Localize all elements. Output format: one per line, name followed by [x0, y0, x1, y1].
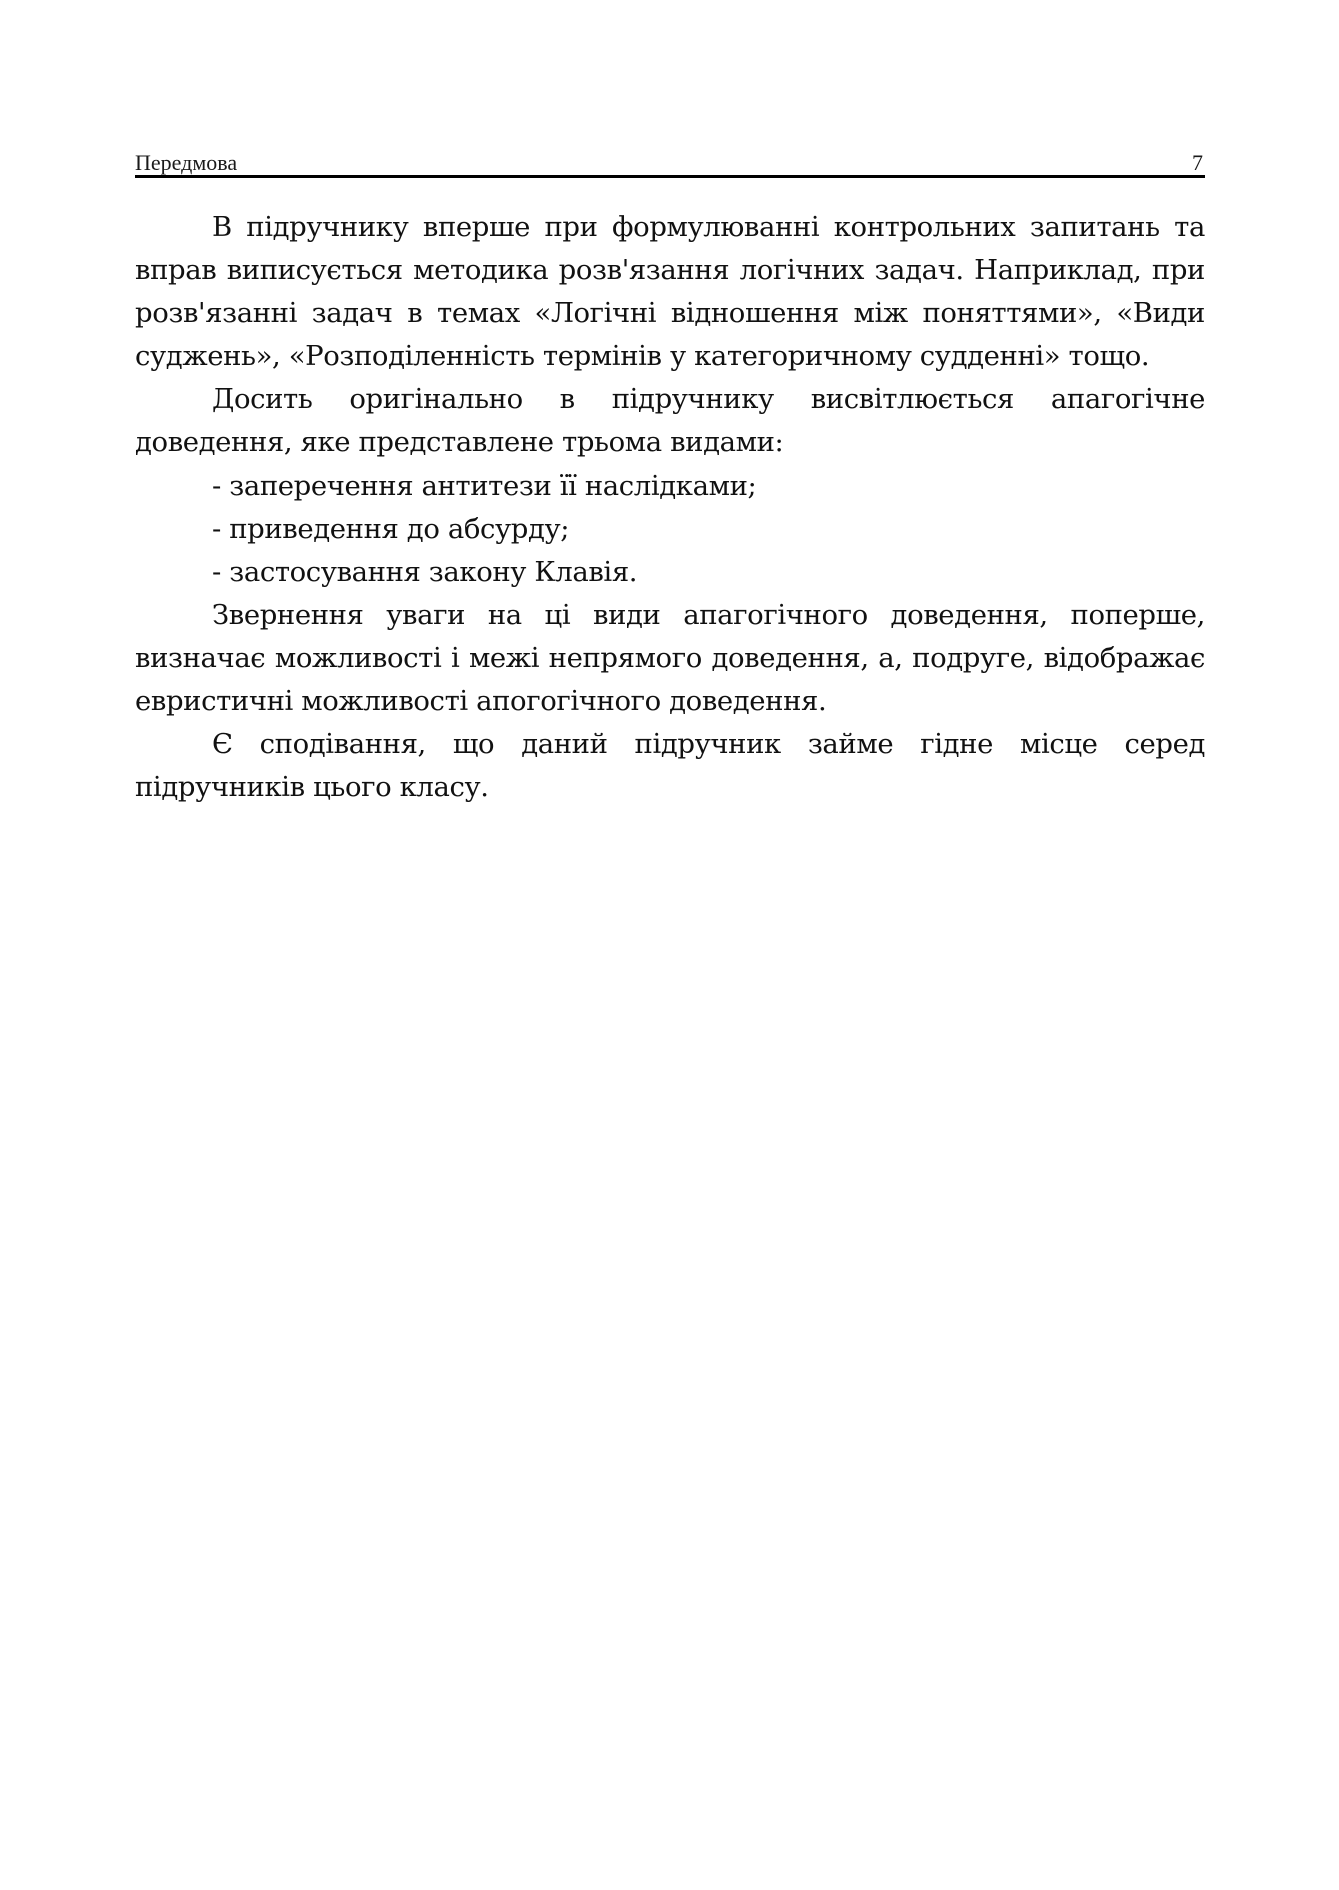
list-item-clavius-law: - застосування закону Клавія.: [212, 555, 638, 588]
paragraph-attention: Звернення уваги на ці види апагогічного доведення, поперше, визначає можливості і межі непрямого доведення, а, подруге, відображає евристичні можливості апогогічного доведення.: [135, 598, 1205, 718]
body-text: [135, 206, 1205, 809]
running-header: [135, 146, 1205, 176]
paragraph-intro: В підручнику вперше при формулюванні контрольних запитань та вправ виписується методика розв'язання логічних задач. Наприклад, при розв'язанні задач в темах «Логічні відношення між поняттями», «Види суджень», «Розподіленність термінів у категоричному судденні» тощо.: [135, 211, 1205, 373]
header-divider: [135, 175, 1205, 178]
list-item-negation: - заперечення антитези її наслідками;: [212, 469, 757, 502]
paragraph-apagogic: Досить оригінально в підручнику висвітлюється апагогічне доведення, яке представлене трьома видами:: [135, 383, 1205, 459]
paragraph-hope: Є сподівання, що даний підручник займе гідне місце серед підручників цього класу.: [135, 728, 1205, 804]
page-number: 7: [1192, 150, 1203, 175]
list-item-absurdum: - приведення до абсурду;: [212, 512, 570, 545]
section-title: Передмова: [135, 150, 238, 175]
